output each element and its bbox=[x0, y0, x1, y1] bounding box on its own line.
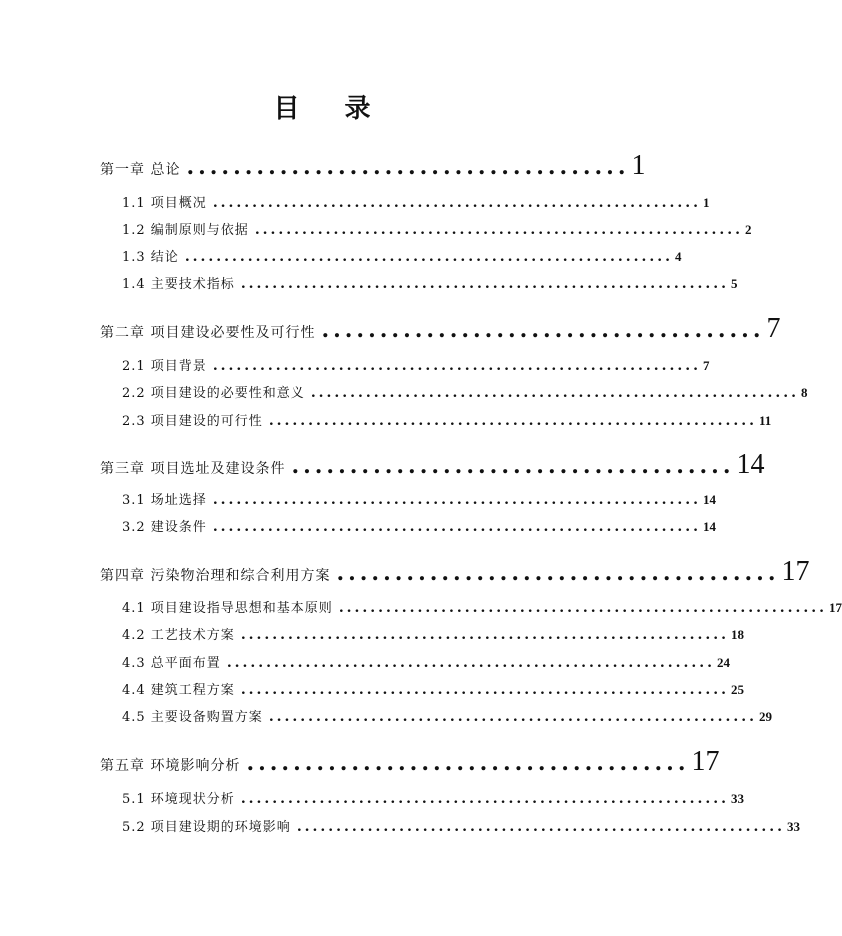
toc-page-number: 5 bbox=[731, 276, 738, 291]
toc-section-3-1[interactable] bbox=[122, 489, 717, 509]
toc-entry-label: 4.3 总平面布置 bbox=[122, 656, 221, 671]
toc-entry-label: 1.3 结论 bbox=[122, 250, 179, 265]
toc-page-number: 7 bbox=[703, 358, 710, 373]
toc-page-number: 14 bbox=[703, 492, 717, 507]
toc-entry-label: 5.2 项目建设期的环境影响 bbox=[122, 820, 291, 835]
leader-dots: .............................................................. bbox=[268, 413, 758, 429]
leader-dots: ...................................... bbox=[246, 750, 690, 776]
leader-dots: .............................................................. bbox=[240, 276, 730, 292]
leader-dots: .............................................................. bbox=[296, 819, 786, 835]
toc-page-number: 14 bbox=[736, 449, 765, 480]
toc-entry-label: 第三章 项目选址及建设条件 bbox=[100, 461, 286, 477]
toc-entry-label: 1.4 主要技术指标 bbox=[122, 277, 235, 292]
toc-entry-label: 4.5 主要设备购置方案 bbox=[122, 710, 263, 725]
toc-page-number: 33 bbox=[787, 819, 801, 834]
leader-dots: .............................................................. bbox=[240, 791, 730, 807]
toc-section-1-3[interactable] bbox=[122, 246, 682, 266]
toc-page-number: 17 bbox=[829, 600, 842, 615]
leader-dots: .............................................................. bbox=[184, 249, 674, 265]
leader-dots: .............................................................. bbox=[254, 222, 744, 238]
leader-dots: .............................................................. bbox=[212, 195, 702, 211]
toc-section-5-1[interactable] bbox=[122, 788, 745, 808]
toc-section-4-3[interactable] bbox=[122, 652, 731, 672]
leader-dots: ...................................... bbox=[336, 560, 780, 586]
toc-section-5-2[interactable] bbox=[122, 816, 801, 836]
toc-chapter-5[interactable] bbox=[100, 746, 720, 777]
toc-entry-label: 第一章 总论 bbox=[100, 162, 181, 178]
leader-dots: .............................................................. bbox=[212, 492, 702, 508]
toc-section-3-2[interactable] bbox=[122, 516, 717, 536]
leader-dots: .............................................................. bbox=[212, 358, 702, 374]
leader-dots: .............................................................. bbox=[226, 655, 716, 671]
leader-dots: .............................................................. bbox=[240, 682, 730, 698]
page-title: 目 录 bbox=[273, 94, 389, 124]
toc-section-4-5[interactable] bbox=[122, 706, 773, 726]
toc-section-2-1[interactable] bbox=[122, 355, 710, 375]
toc-chapter-2[interactable] bbox=[100, 313, 781, 344]
toc-entry-label: 4.4 建筑工程方案 bbox=[122, 683, 235, 698]
toc-page-number: 4 bbox=[675, 249, 682, 264]
toc-entry-label: 2.2 项目建设的必要性和意义 bbox=[122, 386, 305, 401]
toc-page-number: 24 bbox=[717, 655, 731, 670]
toc-entry-label: 5.1 环境现状分析 bbox=[122, 792, 235, 807]
leader-dots: .............................................................. bbox=[338, 600, 828, 616]
toc-page-number: 25 bbox=[731, 682, 745, 697]
toc-section-1-4[interactable] bbox=[122, 273, 738, 293]
toc-entry-label: 2.3 项目建设的可行性 bbox=[122, 414, 263, 429]
toc-entry-label: 4.1 项目建设指导思想和基本原则 bbox=[122, 601, 333, 616]
leader-dots: ...................................... bbox=[186, 154, 630, 180]
leader-dots: .............................................................. bbox=[310, 385, 800, 401]
toc-entry-label: 3.1 场址选择 bbox=[122, 493, 207, 508]
toc-chapter-3[interactable] bbox=[100, 449, 765, 480]
toc-page-number: 29 bbox=[759, 709, 773, 724]
toc-section-4-2[interactable] bbox=[122, 624, 745, 644]
leader-dots: .............................................................. bbox=[240, 627, 730, 643]
toc-section-1-1[interactable] bbox=[122, 192, 710, 212]
toc-section-2-2[interactable] bbox=[122, 382, 808, 402]
leader-dots: .............................................................. bbox=[268, 709, 758, 725]
toc-entry-label: 1.2 编制原则与依据 bbox=[122, 223, 249, 238]
toc-page-number: 7 bbox=[766, 313, 781, 344]
toc-page-number: 18 bbox=[731, 627, 745, 642]
toc-page-number: 17 bbox=[781, 556, 810, 587]
toc-chapter-1[interactable] bbox=[100, 150, 646, 181]
toc-entry-label: 3.2 建设条件 bbox=[122, 520, 207, 535]
toc-section-1-2[interactable] bbox=[122, 219, 752, 239]
leader-dots: ...................................... bbox=[321, 317, 765, 343]
toc-entry-label: 第五章 环境影响分析 bbox=[100, 758, 241, 774]
toc-section-2-3[interactable] bbox=[122, 410, 772, 430]
toc-section-4-1[interactable] bbox=[122, 597, 842, 617]
toc-entry-label: 第二章 项目建设必要性及可行性 bbox=[100, 325, 316, 341]
toc-entry-label: 1.1 项目概况 bbox=[122, 196, 207, 211]
toc-entry-label: 4.2 工艺技术方案 bbox=[122, 628, 235, 643]
toc-entry-label: 2.1 项目背景 bbox=[122, 359, 207, 374]
toc-chapter-4[interactable] bbox=[100, 556, 810, 587]
toc-page-number: 33 bbox=[731, 791, 745, 806]
toc-page-number: 1 bbox=[631, 150, 646, 181]
leader-dots: ...................................... bbox=[291, 453, 735, 479]
toc-page-number: 2 bbox=[745, 222, 752, 237]
toc-section-4-4[interactable] bbox=[122, 679, 745, 699]
toc-page-number: 1 bbox=[703, 195, 710, 210]
toc-page-number: 11 bbox=[759, 413, 772, 428]
toc-entry-label: 第四章 污染物治理和综合利用方案 bbox=[100, 568, 331, 584]
leader-dots: .............................................................. bbox=[212, 519, 702, 535]
toc-page-number: 17 bbox=[691, 746, 720, 777]
toc-page-number: 8 bbox=[801, 385, 808, 400]
toc-page-number: 14 bbox=[703, 519, 717, 534]
